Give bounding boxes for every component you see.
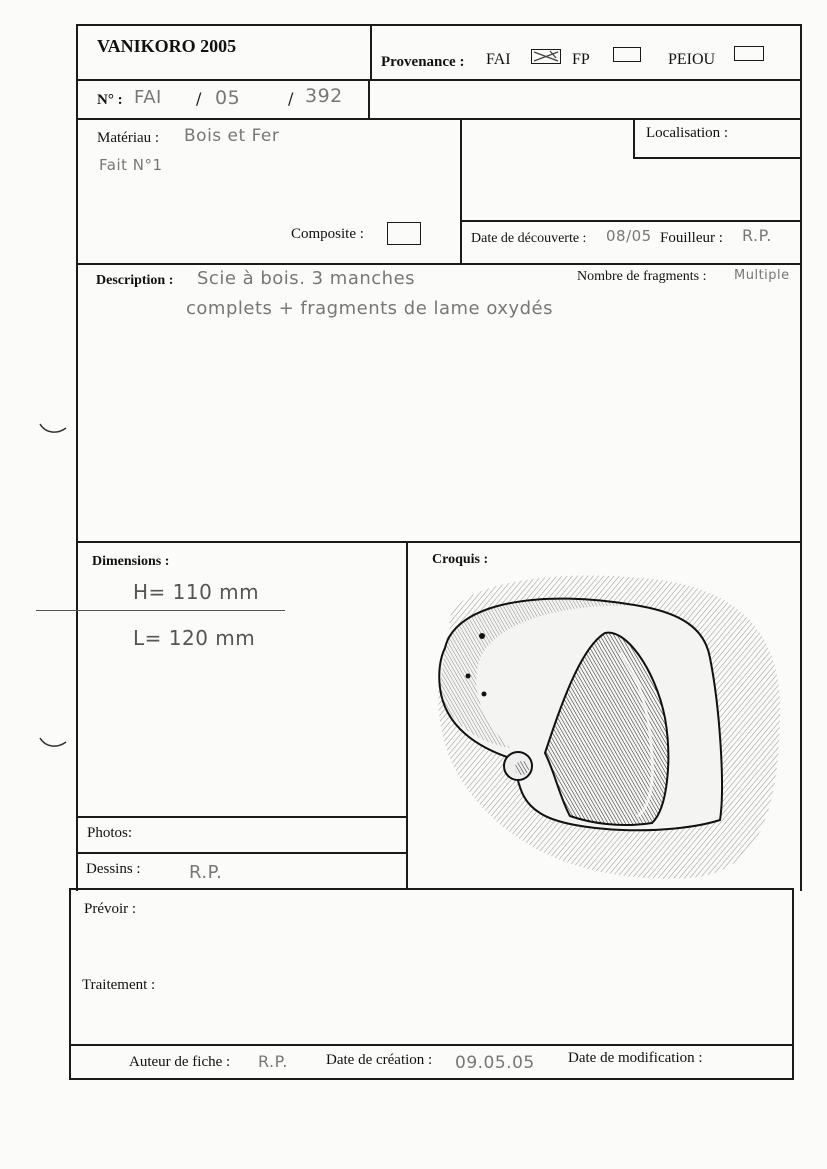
dimension-height[interactable]: H= 110 mm — [133, 580, 260, 604]
punch-hole-mark — [38, 732, 68, 752]
option-fp-checkbox[interactable] — [613, 47, 641, 62]
digger-label: Fouilleur : — [660, 230, 723, 246]
frame-right-lower — [792, 889, 794, 1079]
number-cell-right — [368, 80, 370, 118]
description-line1[interactable]: Scie à bois. 3 manches — [197, 268, 416, 289]
dimensions-underline — [36, 610, 285, 611]
material-value[interactable]: Bois et Fer — [184, 126, 280, 146]
author-label: Auteur de fiche : — [129, 1054, 231, 1070]
material-section-bottom — [76, 263, 801, 265]
localisation-label: Localisation : — [646, 125, 729, 141]
frame-left — [76, 24, 78, 891]
frame-right — [800, 24, 802, 891]
fragments-value[interactable]: Multiple — [734, 268, 790, 283]
drawings-label: Dessins : — [86, 861, 141, 877]
frame-left-lower — [69, 889, 71, 1079]
dimensions-label: Dimensions : — [92, 554, 170, 569]
discovery-row-top — [460, 220, 801, 222]
composite-label: Composite : — [291, 226, 364, 242]
punch-hole-mark — [38, 418, 68, 438]
sketch-label: Croquis : — [432, 552, 489, 567]
frame-bottom — [69, 1078, 794, 1080]
traitement-label: Traitement : — [82, 977, 156, 993]
localisation-box-left — [633, 118, 635, 158]
number-sep-2: / — [288, 89, 294, 108]
option-fai-checkbox[interactable] — [531, 49, 561, 64]
material-divider-v — [460, 118, 462, 264]
discovery-date-label: Date de découverte : — [471, 231, 587, 246]
material-value-line2[interactable]: Fait N°1 — [99, 156, 163, 174]
number-label: N° : — [97, 92, 123, 108]
description-line2[interactable]: complets + fragments de lame oxydés — [186, 298, 553, 319]
header-row1-bottom — [76, 79, 801, 81]
checkmark-icon — [532, 50, 560, 63]
option-fp-label: FP — [572, 51, 590, 68]
composite-checkbox[interactable] — [387, 222, 421, 245]
photos-label: Photos: — [87, 825, 133, 841]
digger-value[interactable]: R.P. — [742, 226, 772, 245]
created-value[interactable]: 09.05.05 — [455, 1053, 535, 1073]
drawings-value[interactable]: R.P. — [189, 862, 223, 883]
localisation-box-bottom — [633, 157, 801, 159]
dimension-length[interactable]: L= 120 mm — [133, 626, 256, 650]
number-part-1[interactable]: FAI — [134, 87, 162, 108]
drawings-row-top — [76, 852, 407, 854]
description-section-bottom — [76, 541, 801, 543]
prevoir-label: Prévoir : — [84, 901, 137, 917]
form-title: VANIKORO 2005 — [97, 36, 237, 56]
provenance-label: Provenance : — [381, 54, 465, 70]
sketch-section-bottom — [69, 888, 794, 890]
option-fai-label: FAI — [486, 51, 511, 68]
option-peiou-checkbox[interactable] — [734, 46, 764, 61]
dimensions-divider-v — [406, 541, 408, 889]
number-part-2[interactable]: 05 — [215, 87, 241, 109]
discovery-date-value[interactable]: 08/05 — [606, 227, 652, 245]
fragments-label: Nombre de fragments : — [577, 269, 707, 284]
footer-row-top — [69, 1044, 794, 1046]
material-label: Matériau : — [97, 130, 160, 146]
photos-row-top — [76, 816, 407, 818]
number-sep-1: / — [196, 89, 202, 108]
header-row2-bottom — [76, 118, 801, 120]
header-divider-v — [370, 24, 372, 80]
option-peiou-label: PEIOU — [668, 51, 716, 68]
modified-label: Date de modification : — [568, 1050, 703, 1066]
saw-handle-sketch-image — [420, 558, 790, 888]
frame-top — [76, 24, 801, 26]
author-value[interactable]: R.P. — [258, 1052, 288, 1071]
number-part-3[interactable]: 392 — [305, 85, 343, 107]
created-label: Date de création : — [326, 1052, 433, 1068]
description-label: Description : — [96, 273, 174, 288]
